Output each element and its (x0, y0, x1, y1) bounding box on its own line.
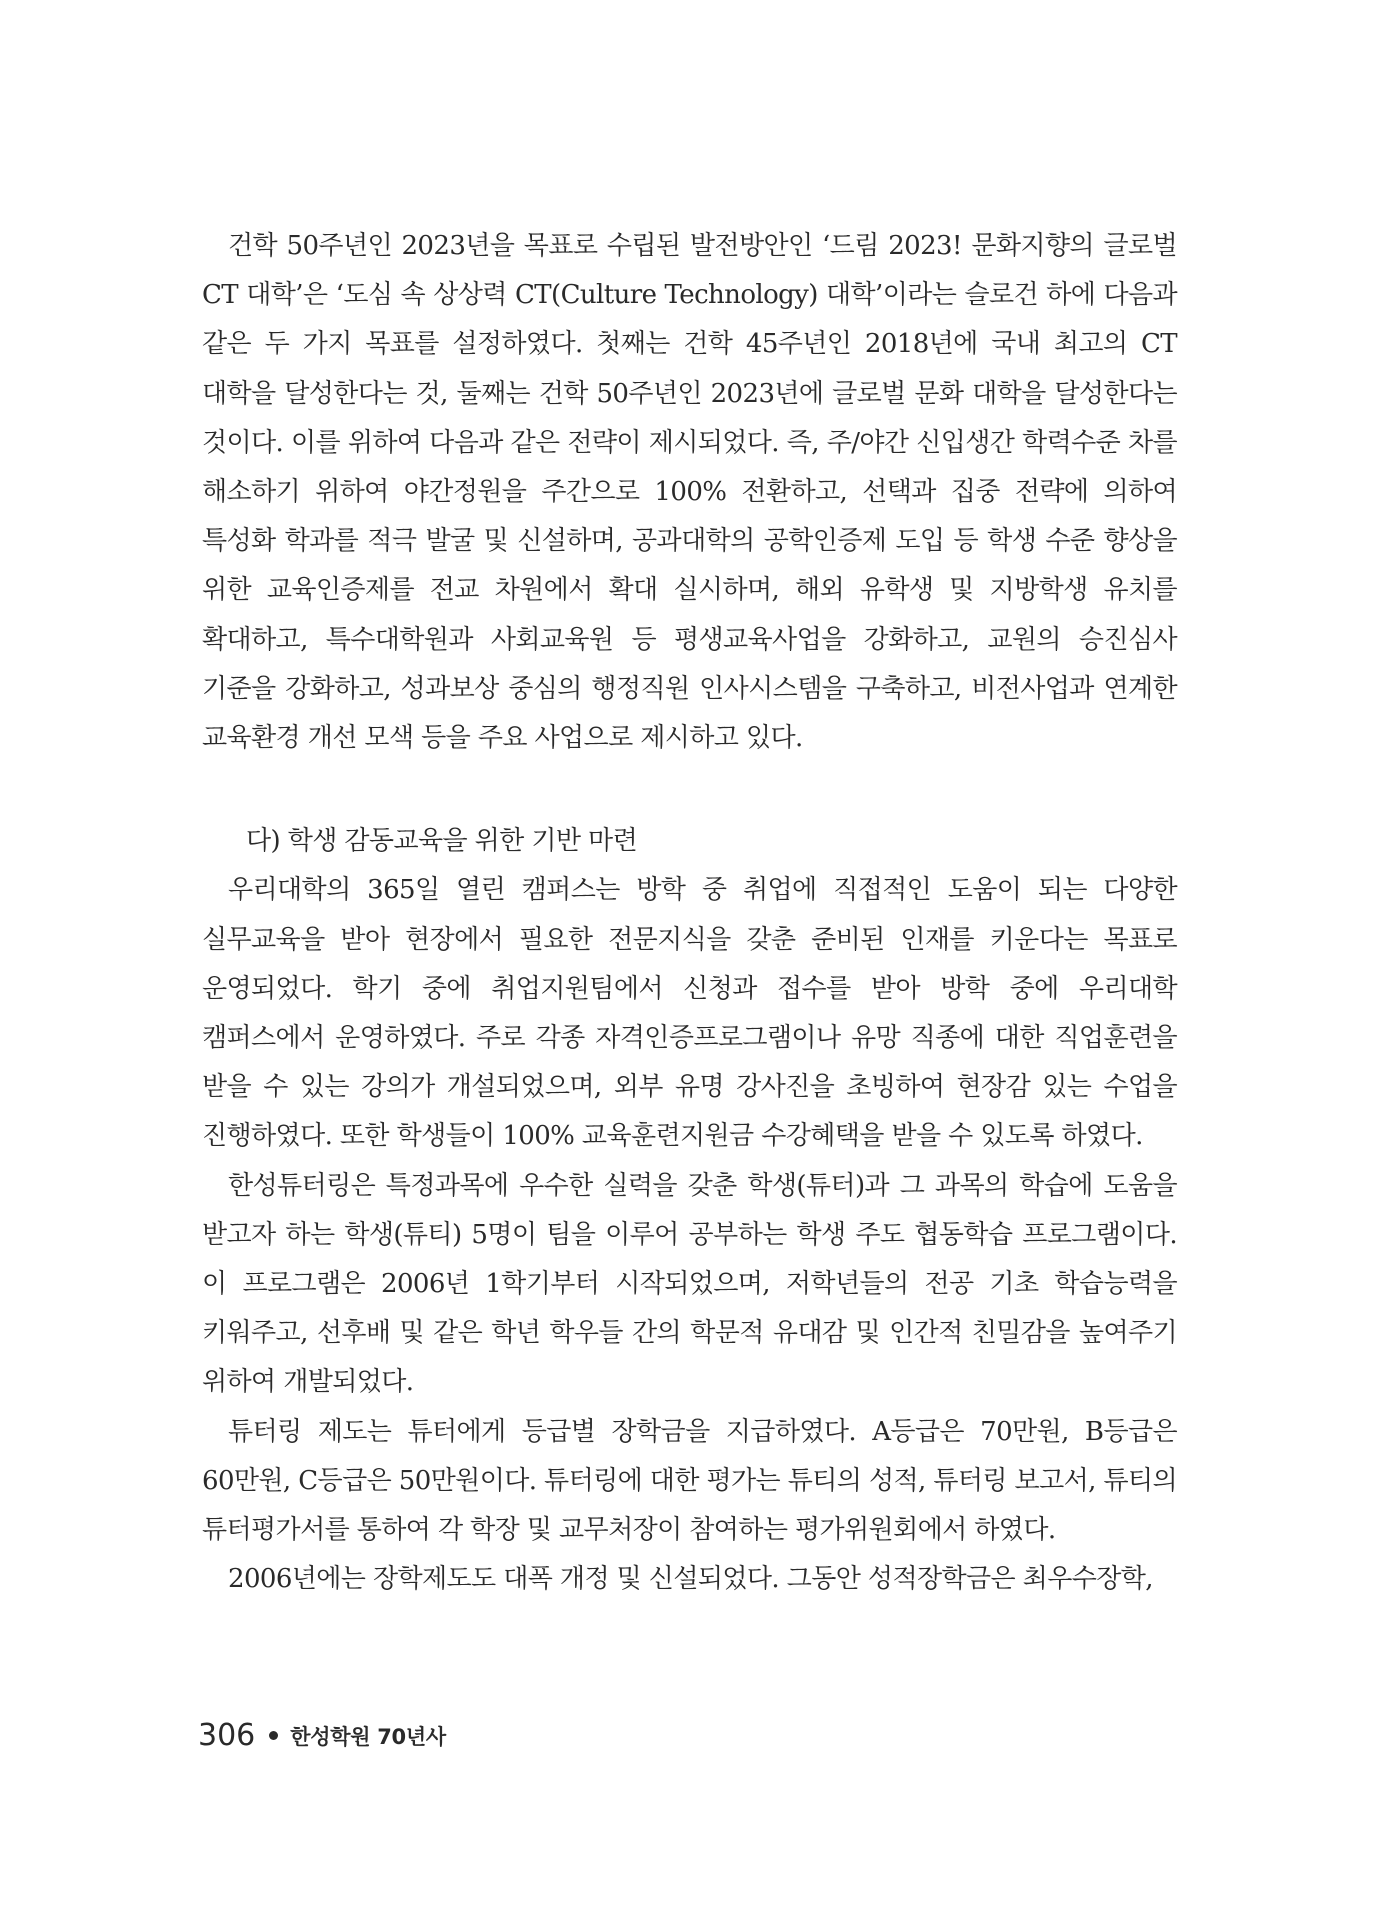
section-heading: 다) 학생 감동교육을 위한 기반 마련 (246, 826, 638, 857)
paragraph-open-campus: 우리대학의 365일 열린 캠퍼스는 방학 중 취업에 직접적인 도움이 되는 다양한 실무교육을 받아 현장에서 필요한 전문지식을 갖춘 준비된 인재를 키운다는 목표로 운영되었다. 학기 중에 취업지원팀에서 신청과 접수를 받아 방학 중에 우리대학 캠퍼스에서 운영하였다. 주로 각종 자격인증프로그램이나 유망 직종에 대한 직업훈련을 받을 수 있는 강의가 개설되었으며, 외부 유명 강사진을 초빙하여 현장감 있는 수업을 진행하였다. 또한 학생들이 100% 교육훈련지원금 수강혜택을 받을 수 있도록 하였다. (202, 875, 1177, 1152)
bullet-separator (269, 1731, 278, 1740)
paragraph-tutoring-scholarship: 튜터링 제도는 튜터에게 등급별 장학금을 지급하였다. A등급은 70만원, B등급은 60만원, C등급은 50만원이다. 튜터링에 대한 평가는 튜티의 성적, 튜터링 보고서, 튜티의 튜터평가서를 통하여 각 학장 및 교무처장이 참여하는 평가위원회에서 하였다. (202, 1416, 1177, 1546)
page-number: 306 (198, 1718, 256, 1753)
paragraph-tutoring: 한성튜터링은 특정과목에 우수한 실력을 갖춘 학생(튜터)과 그 과목의 학습에 도움을 받고자 하는 학생(튜티) 5명이 팀을 이루어 공부하는 학생 주도 협동학습 프로그램이다. 이 프로그램은 2006년 1학기부터 시작되었으며, 저학년들의 전공 기초 학습능력을 키워주고, 선후배 및 같은 학년 학우들 간의 학문적 유대감 및 인간적 친밀감을 높여주기 위하여 개발되었다. (202, 1170, 1177, 1398)
paragraph-scholarship-reform: 2006년에는 장학제도도 대폭 개정 및 신설되었다. 그동안 성적장학금은 최우수장학, (228, 1564, 1153, 1595)
page-body (202, 222, 1177, 1604)
paragraph-dream-2023: 건학 50주년인 2023년을 목표로 수립된 발전방안인 ‘드림 2023! 문화지향의 글로벌 CT 대학’은 ‘도심 속 상상력 CT(Culture Technology) 대학’이라는 슬로건 하에 다음과 같은 두 가지 목표를 설정하였다. 첫째는 건학 45주년인 2018년에 국내 최고의 CT 대학을 달성한다는 것, 둘째는 건학 50주년인 2023년에 글로벌 문화 대학을 달성한다는 것이다. 이를 위하여 다음과 같은 전략이 제시되었다. 즉, 주/야간 신입생간 학력수준 차를 해소하기 위하여 야간정원을 주간으로 100% 전환하고, 선택과 집중 전략에 의하여 특성화 학과를 적극 발굴 및 신설하며, 공과대학의 공학인증제 도입 등 학생 수준 향상을 위한 교육인증제를 전교 차원에서 확대 실시하며, 해외 유학생 및 지방학생 유치를 확대하고, 특수대학원과 사회교육원 등 평생교육사업을 강화하고, 교원의 승진심사 기준을 강화하고, 성과보상 중심의 행정직원 인사시스템을 구축하고, 비전사업과 연계한 교육환경 개선 모색 등을 주요 사업으로 제시하고 있다. (202, 231, 1177, 754)
page-footer (198, 1718, 446, 1753)
section-gap (202, 763, 1177, 817)
book-title: 한성학원 70년사 (290, 1724, 446, 1749)
